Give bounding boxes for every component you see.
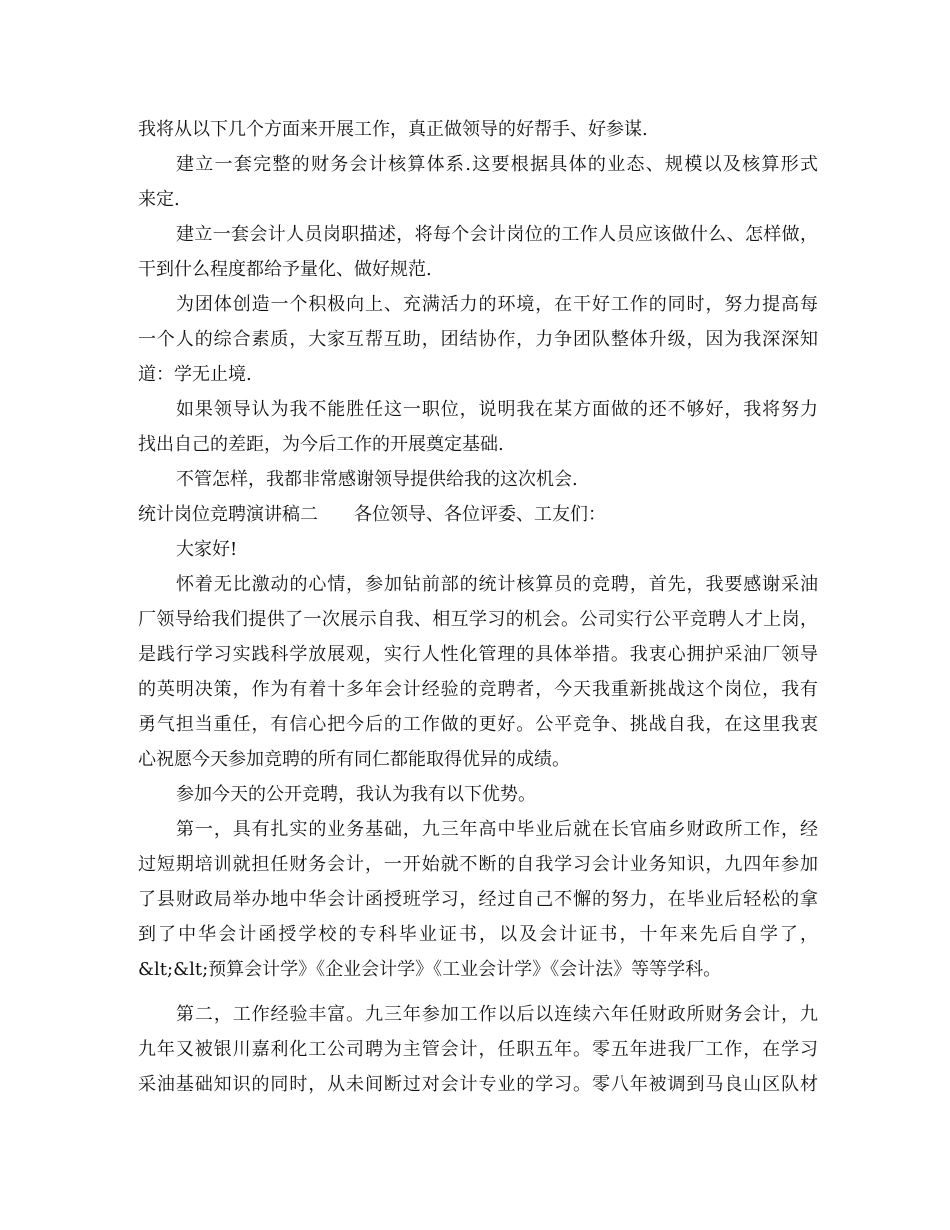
text-line-5: 干到什么程度都给予量化、做好规范.	[138, 259, 432, 280]
text-line-23: 了县财政局举办地中华会计函授班学习，经过自己不懈的努力，在毕业后轻松的拿	[138, 889, 818, 910]
text-line-11: 不管怎样，我都非常感谢领导提供给我的这次机会.	[176, 469, 578, 490]
greeting-line: 大家好!	[176, 539, 238, 560]
text-line-16: 是践行学习实践科学放展观，实行人性化管理的具体举措。我衷心拥护采油厂领导	[138, 644, 818, 665]
text-line-4: 建立一套会计人员岗职描述，将每个会计岗位的工作人员应该做什么、怎样做，	[176, 224, 818, 245]
text-line-1: 我将从以下几个方面来开展工作，真正做领导的好帮手、好参谋.	[138, 119, 648, 140]
text-line-21: 第一，具有扎实的业务基础，九三年高中毕业后就在长官庙乡财政所工作，经	[176, 819, 818, 840]
text-line-9: 如果领导认为我不能胜任这一职位，说明我在某方面做的还不够好，我将努力	[176, 399, 818, 420]
text-line-25: &lt;&lt;预算会计学》《企业会计学》《工业会计学》《会计法》等等学科。	[138, 959, 722, 980]
text-line-2: 建立一套完整的财务会计核算体系.这要根据具体的业态、规模以及核算形式	[176, 154, 818, 175]
text-line-3: 来定.	[138, 189, 180, 210]
text-line-10: 找出自己的差距，为今后工作的开展奠定基础.	[138, 434, 504, 455]
text-line-27: 九年又被银川嘉利化工公司聘为主管会计，任职五年。零五年进我厂工作，在学习	[138, 1039, 818, 1060]
text-line-7: 一个人的综合素质，大家互帮互助，团结协作，力争团队整体升级，因为我深深知	[138, 329, 818, 350]
text-line-26: 第二，工作经验丰富。九三年参加工作以后以连续六年任财政所财务会计，九	[176, 1004, 818, 1025]
text-line-15: 厂领导给我们提供了一次展示自我、相互学习的机会。公司实行公平竞聘人才上岗，	[138, 609, 818, 630]
text-line-6: 为团体创造一个积极向上、充满活力的环境，在干好工作的同时，努力提高每	[176, 294, 818, 315]
text-line-28: 采油基础知识的同时，从未间断过对会计专业的学习。零八年被调到马良山区队材	[138, 1074, 818, 1095]
text-line-8: 道：学无止境.	[138, 364, 252, 385]
text-line-17: 的英明决策，作为有着十多年会计经验的竞聘者，今天我重新挑战这个岗位，我有	[138, 679, 818, 700]
text-line-18: 勇气担当重任，有信心把今后的工作做的更好。公平竞争、挑战自我，在这里我衷	[138, 714, 818, 735]
text-line-19: 心祝愿今天参加竞聘的所有同仁都能取得优异的成绩。	[138, 749, 570, 770]
text-line-22: 过短期培训就担任财务会计，一开始就不断的自我学习会计业务知识，九四年参加	[138, 854, 818, 875]
text-line-24: 到了中华会计函授学校的专科毕业证书，以及会计证书，十年来先后自学了，	[138, 924, 818, 945]
section-heading-line: 统计岗位竞聘演讲稿二 各位领导、各位评委、工友们：	[138, 504, 606, 525]
text-line-20: 参加今天的公开竞聘，我认为我有以下优势。	[176, 784, 536, 805]
text-line-14: 怀着无比激动的心情，参加钻前部的统计核算员的竞聘，首先，我要感谢采油	[176, 574, 818, 595]
